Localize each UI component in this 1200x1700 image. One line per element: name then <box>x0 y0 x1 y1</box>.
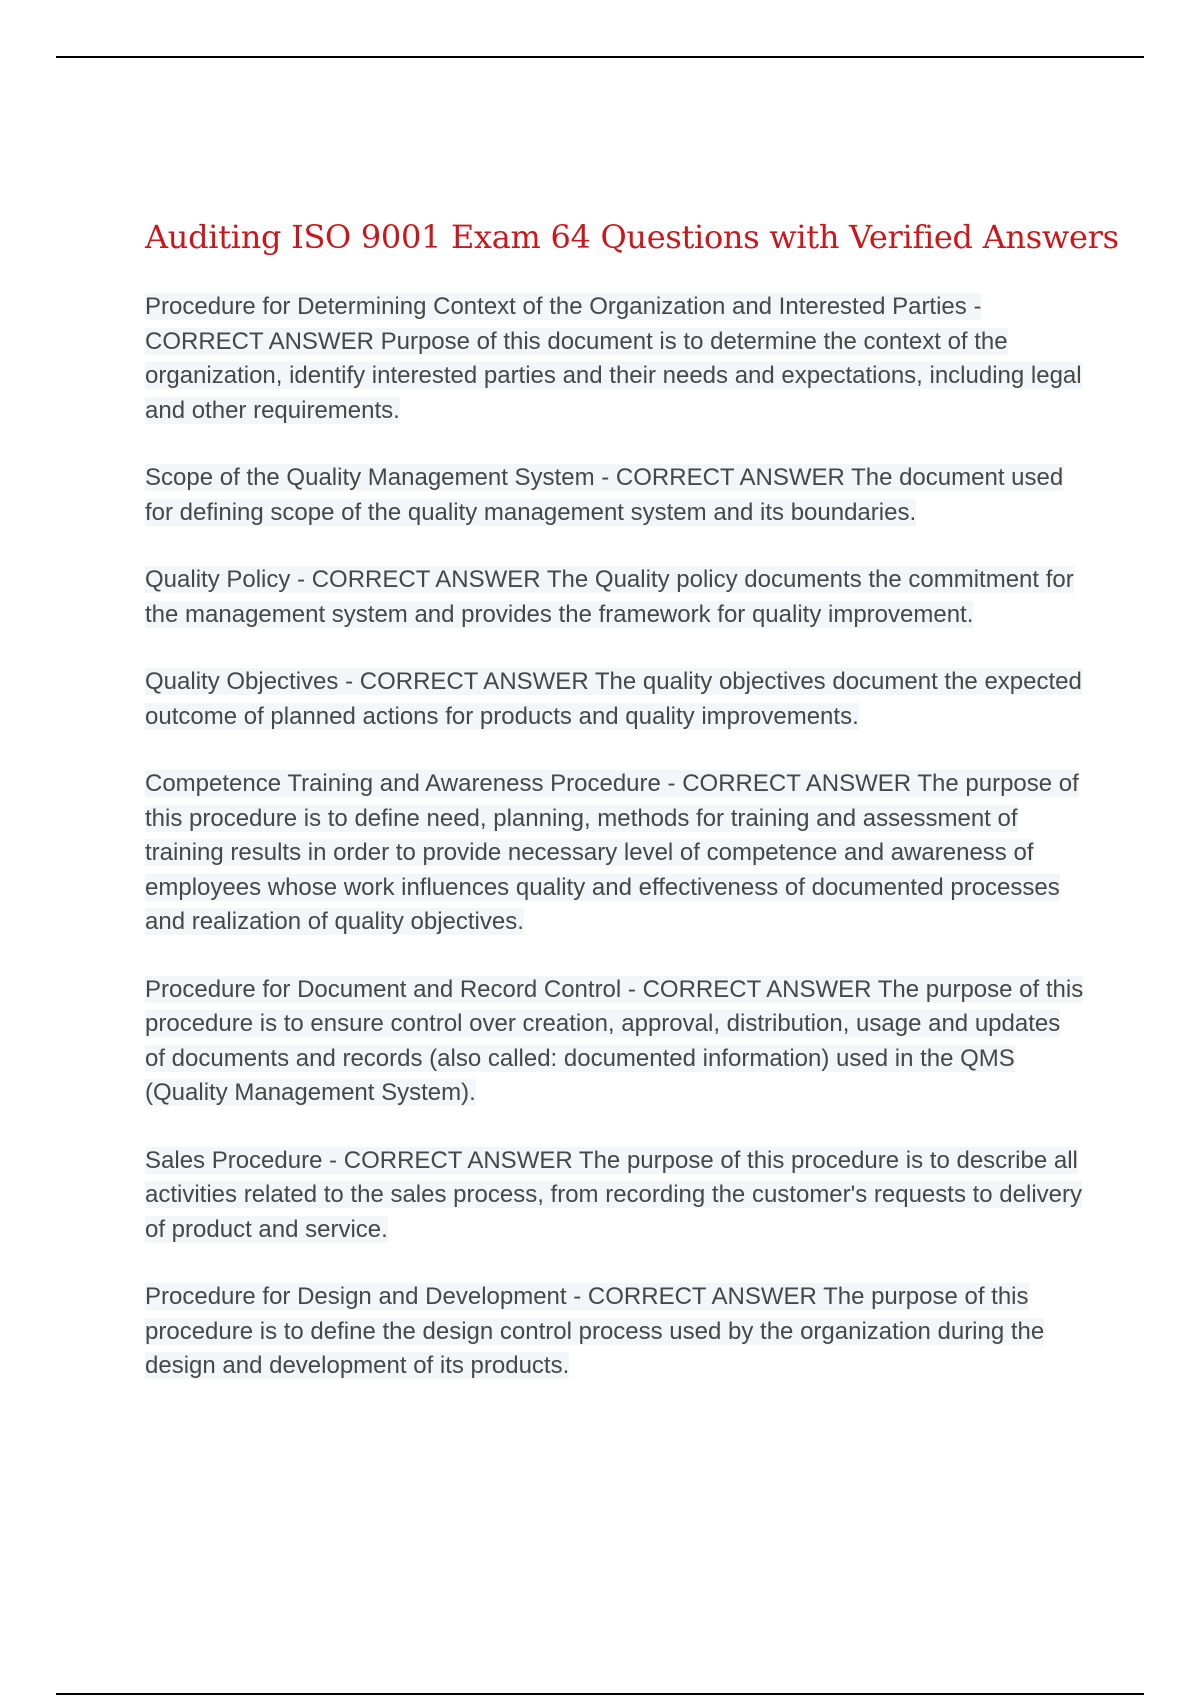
qa-term: Procedure for Determining Context of the Organization and Interested Parties <box>145 293 967 320</box>
qa-item <box>145 563 1085 632</box>
qa-separator: - CORRECT ANSWER <box>338 668 595 695</box>
qa-separator: - CORRECT ANSWER <box>660 770 918 797</box>
qa-item <box>145 1280 1085 1384</box>
qa-item <box>145 973 1085 1111</box>
qa-answer: The purpose of this procedure is to define need, planning, methods for training and assessment of training results in order to provide necessary level of competence and awareness of employees whose work influences quality and effectiveness of documented processes and realization of quality objectives. <box>145 770 1079 935</box>
qa-term: Quality Objectives <box>145 668 339 695</box>
document-body <box>145 218 1119 1417</box>
qa-item <box>145 1144 1085 1248</box>
qa-answer: The document used for defining scope of the quality management system and its boundaries. <box>145 464 1064 526</box>
qa-term: Quality Policy <box>145 566 291 593</box>
qa-term: Scope of the Quality Management System <box>145 464 595 491</box>
qa-answer: Purpose of this document is to determine the context of the organization, identify interested parties and their needs and expectations, including legal and other requirements. <box>145 327 1082 424</box>
page-top-rule <box>56 56 1144 58</box>
qa-answer: The Quality policy documents the commitment for the management system and provides the framework for quality improvement. <box>145 566 1074 628</box>
qa-separator: - CORRECT ANSWER <box>145 293 982 355</box>
qa-separator: - CORRECT ANSWER <box>566 1283 824 1310</box>
qa-separator: - CORRECT ANSWER <box>621 975 878 1003</box>
qa-separator: - CORRECT ANSWER <box>322 1146 579 1174</box>
qa-answer: The quality objectives document the expected outcome of planned actions for products and quality improvements. <box>145 668 1082 730</box>
qa-item <box>145 290 1085 428</box>
qa-term: Procedure for Design and Development <box>145 1283 567 1310</box>
document-title: Auditing ISO 9001 Exam 64 Questions with Verified Answers <box>145 218 1119 256</box>
qa-answer: The purpose of this procedure is to ensure control over creation, approval, distribution, usage and updates of documents and records (also called: documented information) used in the QMS (Quality Management System). <box>145 975 1084 1106</box>
qa-item <box>145 767 1085 940</box>
qa-item <box>145 665 1085 734</box>
qa-term: Competence Training and Awareness Procedure <box>145 770 661 797</box>
qa-term: Sales Procedure <box>145 1146 323 1174</box>
page-bottom-rule <box>56 1693 1144 1695</box>
qa-term: Procedure for Document and Record Control <box>145 975 622 1003</box>
qa-answer: The purpose of this procedure is to describe all activities related to the sales process, from recording the customer's requests to delivery of product and service. <box>145 1146 1082 1243</box>
qa-separator: - CORRECT ANSWER <box>594 464 852 491</box>
qa-item <box>145 461 1085 530</box>
qa-answer: The purpose of this procedure is to define the design control process used by the organization during the design and development of its products. <box>145 1283 1045 1379</box>
qa-separator: - CORRECT ANSWER <box>290 566 547 593</box>
